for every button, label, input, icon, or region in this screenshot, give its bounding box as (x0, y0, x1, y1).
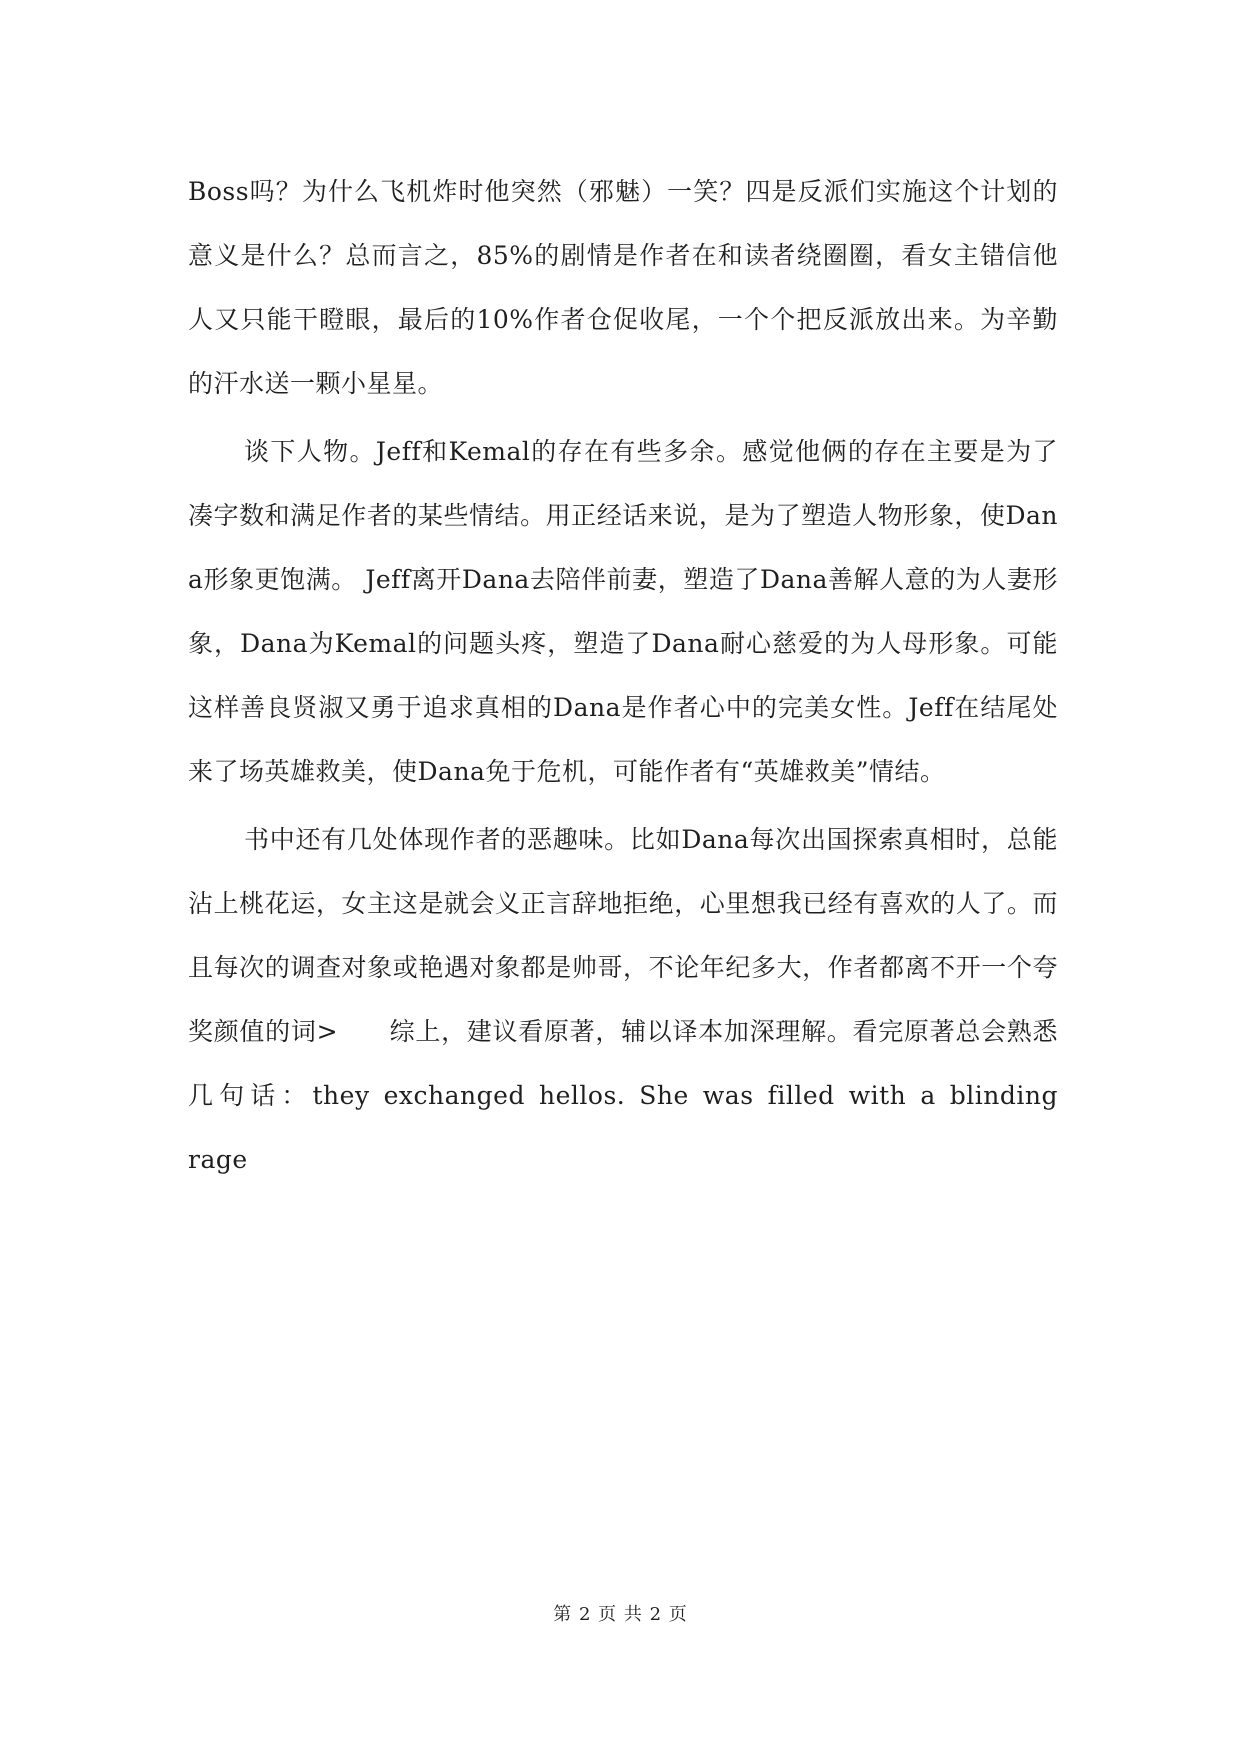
paragraph-2: 谈下人物。Jeff和Kemal的存在有些多余。感觉他俩的存在主要是为了凑字数和满足作者的某些情结。用正经话来说，是为了塑造人物形象，使Dana形象更饱满。 Jeff离开Dana去陪伴前妻，塑造了Dana善解人意的为人妻形象，Dana为Kemal的问题头疼，塑造了Dana耐心慈爱的为人母形象。可能这样善良贤淑又勇于追求真相的Dana是作者心中的完美女性。Jeff在结尾处来了场英雄救美，使Dana免于危机，可能作者有“英雄救美”情结。 (188, 437, 1058, 786)
document-body (188, 160, 1058, 1192)
page-footer: 第 2 页 共 2 页 (553, 1604, 688, 1625)
paragraph-1: Boss吗？为什么飞机炸时他突然（邪魅）一笑？四是反派们实施这个计划的意义是什么？总而言之，85%的剧情是作者在和读者绕圈圈，看女主错信他人又只能干瞪眼，最后的10%作者仓促收尾，一个个把反派放出来。为辛勤的汗水送一颗小星星。 (188, 177, 1058, 398)
paragraph-3: 书中还有几处体现作者的恶趣味。比如Dana每次出国探索真相时，总能沾上桃花运，女主这是就会义正言辞地拒绝，心里想我已经有喜欢的人了。而且每次的调查对象或艳遇对象都是帅哥，不论年纪多大，作者都离不开一个夸奖颜值的词> 综上，建议看原著，辅以译本加深理解。看完原著总会熟悉几句话：they exchanged hellos. She was filled with a blinding rage (188, 825, 1058, 1174)
